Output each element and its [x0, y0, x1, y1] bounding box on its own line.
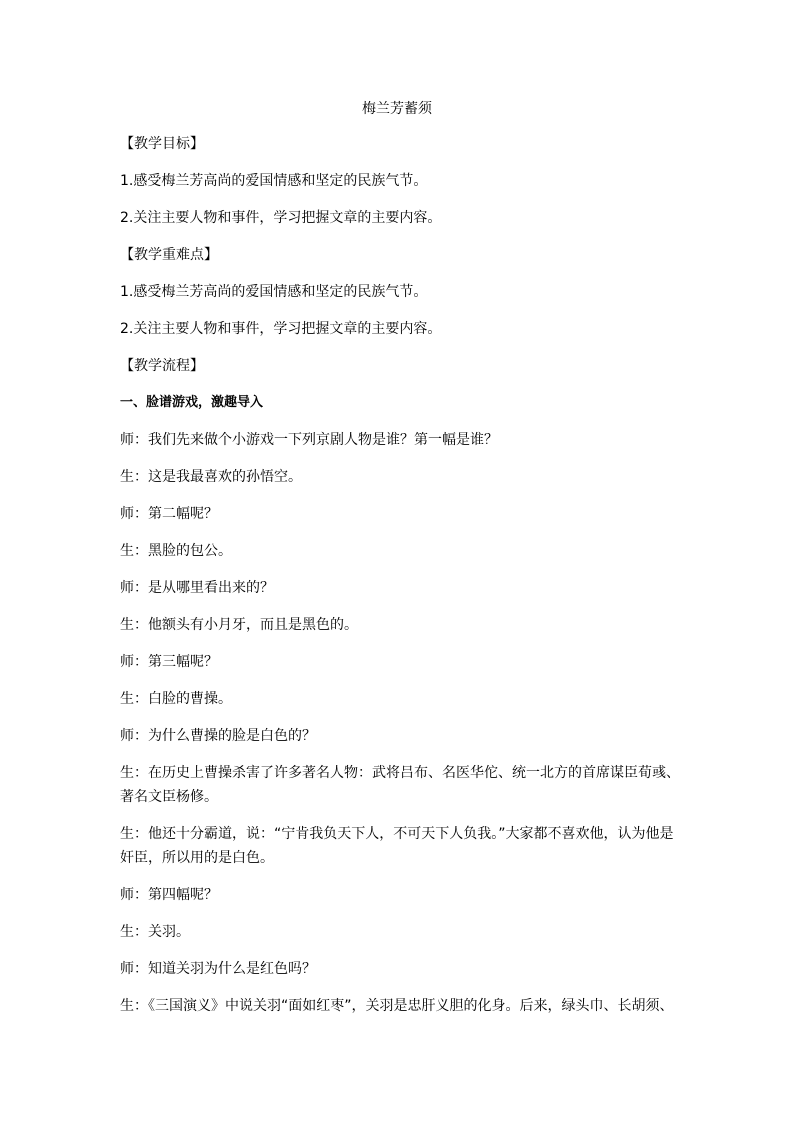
dialogue-line: 生：关羽。 [120, 924, 190, 940]
dialogue-line: 师：为什么曹操的脸是白色的？ [120, 728, 316, 744]
paragraph: 1.感受梅兰芳高尚的爱国情感和坚定的民族气节。 [120, 173, 428, 189]
subsection-heading: 一、脸谱游戏，激趣导入 [120, 395, 264, 410]
paragraph: 2.关注主要人物和事件，学习把握文章的主要内容。 [120, 321, 442, 337]
document-body [120, 132, 684, 1031]
document-title: 梅兰芳蓄须 [362, 101, 432, 117]
section-heading-key-points: 【教学重难点】 [120, 247, 218, 263]
dialogue-line: 生：这是我最喜欢的孙悟空。 [120, 469, 302, 485]
dialogue-line: 生：白脸的曹操。 [120, 691, 232, 707]
dialogue-line: 师：第四幅呢？ [120, 887, 218, 903]
section-heading-process: 【教学流程】 [120, 358, 204, 374]
dialogue-line: 生：他额头有小月牙，而且是黑色的。 [120, 617, 358, 633]
dialogue-line: 师：知道关羽为什么是红色吗？ [120, 961, 316, 977]
dialogue-line: 生：他还十分霸道，说：“宁肯我负天下人，不可天下人负我。”大家都不喜欢他，认为他是奸臣，所以用的是白色。 [120, 826, 674, 866]
paragraph: 2.关注主要人物和事件，学习把握文章的主要内容。 [120, 210, 442, 226]
dialogue-line: 生：《三国演义》中说关羽“面如红枣”，关羽是忠肝义胆的化身。后来，绿头巾、长胡须、 [120, 998, 674, 1014]
dialogue-line: 生：黑脸的包公。 [120, 543, 232, 559]
dialogue-line: 生：在历史上曹操杀害了许多著名人物：武将吕布、名医华佗、统一北方的首席谋臣荀彧、著名文臣杨修。 [120, 765, 680, 805]
section-heading-goals: 【教学目标】 [120, 136, 204, 152]
paragraph: 1.感受梅兰芳高尚的爱国情感和坚定的民族气节。 [120, 284, 428, 300]
dialogue-line: 师：是从哪里看出来的？ [120, 580, 274, 596]
dialogue-line: 师：第三幅呢？ [120, 654, 218, 670]
dialogue-line: 师：第二幅呢？ [120, 506, 218, 522]
dialogue-line: 师：我们先来做个小游戏一下列京剧人物是谁？第一幅是谁？ [120, 432, 498, 448]
